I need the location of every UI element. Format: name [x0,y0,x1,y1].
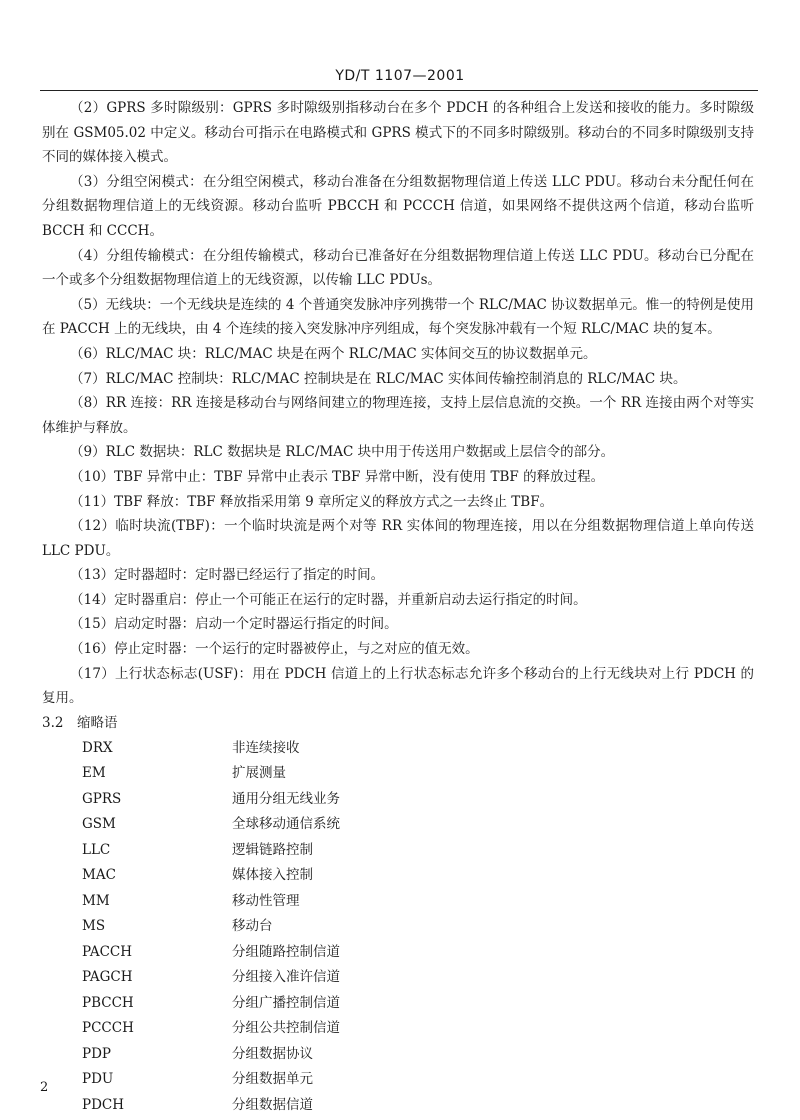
abbreviation-list [42,736,754,1119]
section-heading-abbreviations: 3.2 缩略语 [42,714,118,731]
abbreviation-row [42,991,754,1017]
abbreviation-code: PDU [82,1071,114,1088]
abbreviation-code: DRX [82,739,113,756]
paragraph-14: （14）定时器重启：停止一个可能正在运行的定时器，并重新启动去运行指定的时间。 [70,591,587,608]
abbreviation-row [42,889,754,915]
page-number: 2 [40,1080,49,1095]
abbreviation-definition: 分组随路控制信道 [232,943,340,960]
paragraph-12: （12）临时块流(TBF)：一个临时块流是两个对等 RR 实体间的物理连接，用以在分组数据物理信道上单向传送 LLC PDU。 [42,518,754,559]
paragraph-17: （17）上行状态标志(USF)：用在 PDCH 信道上的上行状态标志允许多个移动台的上行无线块对上行 PDCH 的复用。 [42,665,754,707]
abbreviation-row [42,812,754,838]
abbreviation-row [42,1016,754,1042]
abbreviation-code: PACCH [82,943,133,960]
abbreviation-row [42,863,754,889]
document-header-code: YD/T 1107—2001 [335,68,465,84]
paragraph-3: （3）分组空闲模式：在分组空闲模式，移动台准备在分组数据物理信道上传送 LLC PDU。移动台未分配任何在分组数据物理信道上的无线资源。移动台监听 PBCCH 和 PCCCH 信道，如果网络不提供这两个信道，移动台监听 BCCH 和 CCCH。 [42,173,754,239]
page-content [42,96,754,1118]
paragraph-7: （7）RLC/MAC 控制块：RLC/MAC 控制块是在 RLC/MAC 实体间传输控制消息的 RLC/MAC 块。 [70,370,687,387]
abbreviation-definition: 分组广播控制信道 [232,994,340,1011]
abbreviation-definition: 逻辑链路控制 [232,841,313,858]
abbreviation-definition: 分组数据单元 [232,1071,313,1088]
abbreviation-definition: 分组数据协议 [232,1045,313,1062]
abbreviation-definition: 移动台 [232,918,273,935]
abbreviation-definition: 扩展测量 [232,765,286,782]
abbreviation-code: GPRS [82,790,122,807]
abbreviation-definition: 通用分组无线业务 [232,790,340,807]
abbreviation-code: PDCH [82,1096,125,1113]
paragraph-15: （15）启动定时器：启动一个定时器运行指定的时间。 [70,616,398,633]
paragraph-11: （11）TBF 释放：TBF 释放指采用第 9 章所定义的释放方式之一去终止 TBF。 [70,493,554,510]
paragraph-2: （2）GPRS 多时隙级别：GPRS 多时隙级别指移动台在多个 PDCH 的各种组合上发送和接收的能力。多时隙级别在 GSM05.02 中定义。移动台可指示在电路模式和 GPRS 模式下的不同多时隙级别。移动台的不同多时隙级别支持不同的媒体接入模式。 [42,100,754,166]
abbreviation-row [42,787,754,813]
abbreviation-code: MS [82,918,106,935]
abbreviation-row [42,914,754,940]
paragraph-8: （8）RR 连接：RR 连接是移动台与网络间建立的物理连接，支持上层信息流的交换。一个 RR 连接由两个对等实体维护与释放。 [42,395,754,436]
abbreviation-row [42,940,754,966]
paragraph-16: （16）停止定时器：一个运行的定时器被停止，与之对应的值无效。 [70,641,479,658]
abbreviation-row [42,965,754,991]
abbreviation-code: PCCCH [82,1020,134,1037]
abbreviation-definition: 分组接入准许信道 [232,969,340,986]
paragraph-5: （5）无线块：一个无线块是连续的 4 个普通突发脉冲序列携带一个 RLC/MAC 协议数据单元。惟一的特例是使用在 PACCH 上的无线块，由 4 个连续的接入突发脉冲序列组成，每个突发脉冲载有一个短 RLC/MAC 块的复本。 [42,296,754,338]
abbreviation-definition: 分组数据信道 [232,1096,313,1113]
abbreviation-row [42,838,754,864]
abbreviation-row [42,1067,754,1093]
header-rule [40,90,758,91]
abbreviation-definition: 非连续接收 [232,739,300,756]
abbreviation-code: GSM [82,816,116,833]
abbreviation-definition: 分组公共控制信道 [232,1020,340,1037]
abbreviation-code: MM [82,892,110,909]
abbreviation-definition: 全球移动通信系统 [232,816,340,833]
abbreviation-definition: 移动性管理 [232,892,300,909]
abbreviation-definition: 媒体接入控制 [232,867,313,884]
abbreviation-code: LLC [82,841,111,858]
abbreviation-code: PBCCH [82,994,134,1011]
abbreviation-row [42,761,754,787]
abbreviation-code: PDP [82,1045,111,1062]
abbreviation-row [42,1093,754,1119]
abbreviation-code: PAGCH [82,969,133,986]
paragraph-10: （10）TBF 异常中止：TBF 异常中止表示 TBF 异常中断，没有使用 TBF 的释放过程。 [70,468,605,485]
paragraph-4: （4）分组传输模式：在分组传输模式，移动台已准备好在分组数据物理信道上传送 LLC PDU。移动台已分配在一个或多个分组数据物理信道上的无线资源，以传输 LLC PDUs。 [42,247,754,289]
abbreviation-row [42,1042,754,1068]
abbreviation-row [42,736,754,762]
paragraph-9: （9）RLC 数据块：RLC 数据块是 RLC/MAC 块中用于传送用户数据或上层信令的部分。 [70,444,615,461]
abbreviation-code: EM [82,765,106,782]
paragraph-13: （13）定时器超时：定时器已经运行了指定的时间。 [70,567,385,584]
paragraph-6: （6）RLC/MAC 块：RLC/MAC 块是在两个 RLC/MAC 实体间交互的协议数据单元。 [70,345,597,362]
abbreviation-code: MAC [82,867,116,884]
